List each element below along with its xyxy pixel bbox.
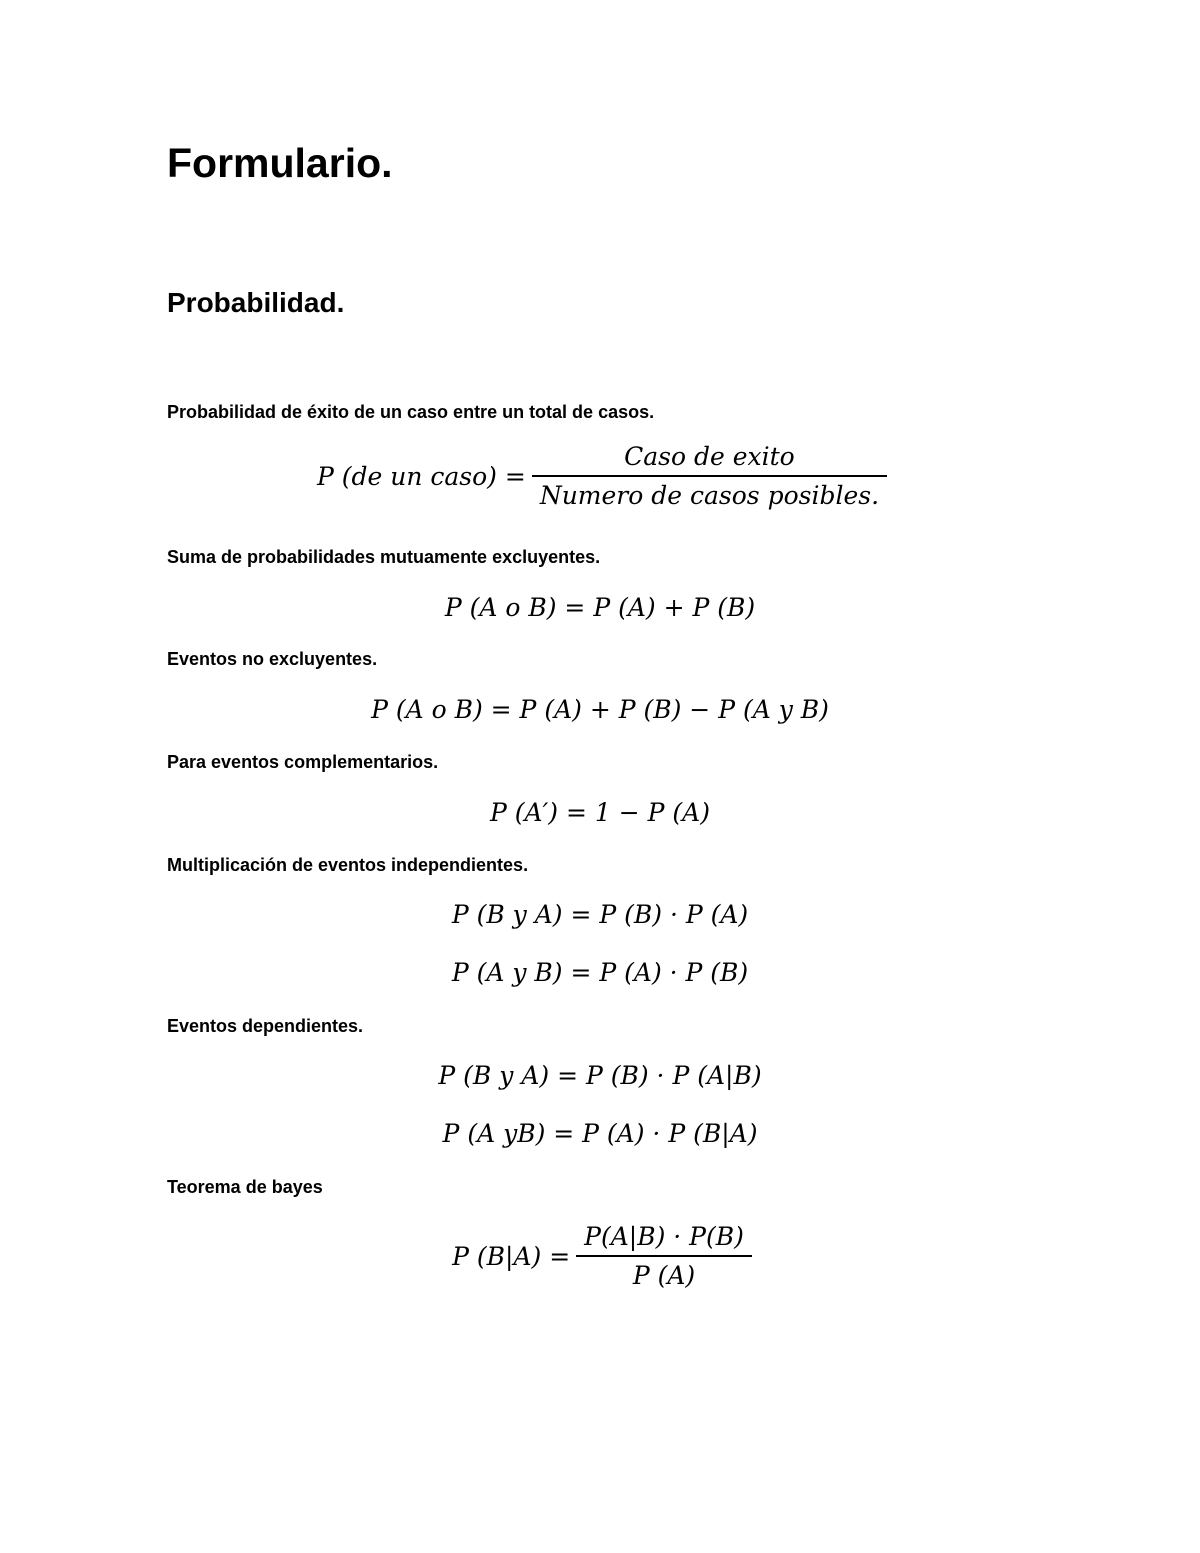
denominator: Numero de casos posibles. (532, 475, 887, 510)
formula-dependientes-2: P (A yB) = P (A) · P (B|A) (442, 1119, 758, 1148)
formula-bayes (0, 1222, 1200, 1290)
formula-independientes-1: P (B y A) = P (B) · P (A) (451, 900, 749, 929)
label-independientes: Multiplicación de eventos independientes. (167, 855, 529, 875)
formula-suma-excluyentes: P (A o B) = P (A) + P (B) (444, 593, 756, 622)
section-heading: Probabilidad. (167, 287, 345, 318)
label-no-excluyentes: Eventos no excluyentes. (167, 649, 378, 669)
formula-independientes-2: P (A y B) = P (A) · P (B) (451, 958, 749, 987)
denominator: P (A) (576, 1255, 752, 1290)
label-probabilidad-exito: Probabilidad de éxito de un caso entre un total de casos. (167, 402, 655, 422)
formula-no-excluyentes: P (A o B) = P (A) + P (B) − P (A y B) (371, 695, 829, 724)
fraction (536, 442, 883, 510)
numerator: Caso de exito (624, 442, 795, 471)
formula-lhs: P (B|A) = (452, 1241, 571, 1271)
formula-probabilidad-caso (0, 442, 1200, 510)
document-title: Formulario. (167, 140, 393, 186)
numerator: P(A|B) · P(B) (584, 1222, 744, 1251)
formula-dependientes-1: P (B y A) = P (B) · P (A|B) (438, 1061, 762, 1090)
label-complementarios: Para eventos complementarios. (167, 752, 439, 772)
formula-complementarios: P (A′) = 1 − P (A) (490, 798, 710, 827)
fraction (580, 1222, 748, 1290)
label-bayes: Teorema de bayes (167, 1177, 323, 1197)
formula-lhs: P (de un caso) = (316, 461, 526, 491)
label-suma-excluyentes: Suma de probabilidades mutuamente excluyentes. (167, 547, 601, 567)
label-dependientes: Eventos dependientes. (167, 1016, 364, 1036)
